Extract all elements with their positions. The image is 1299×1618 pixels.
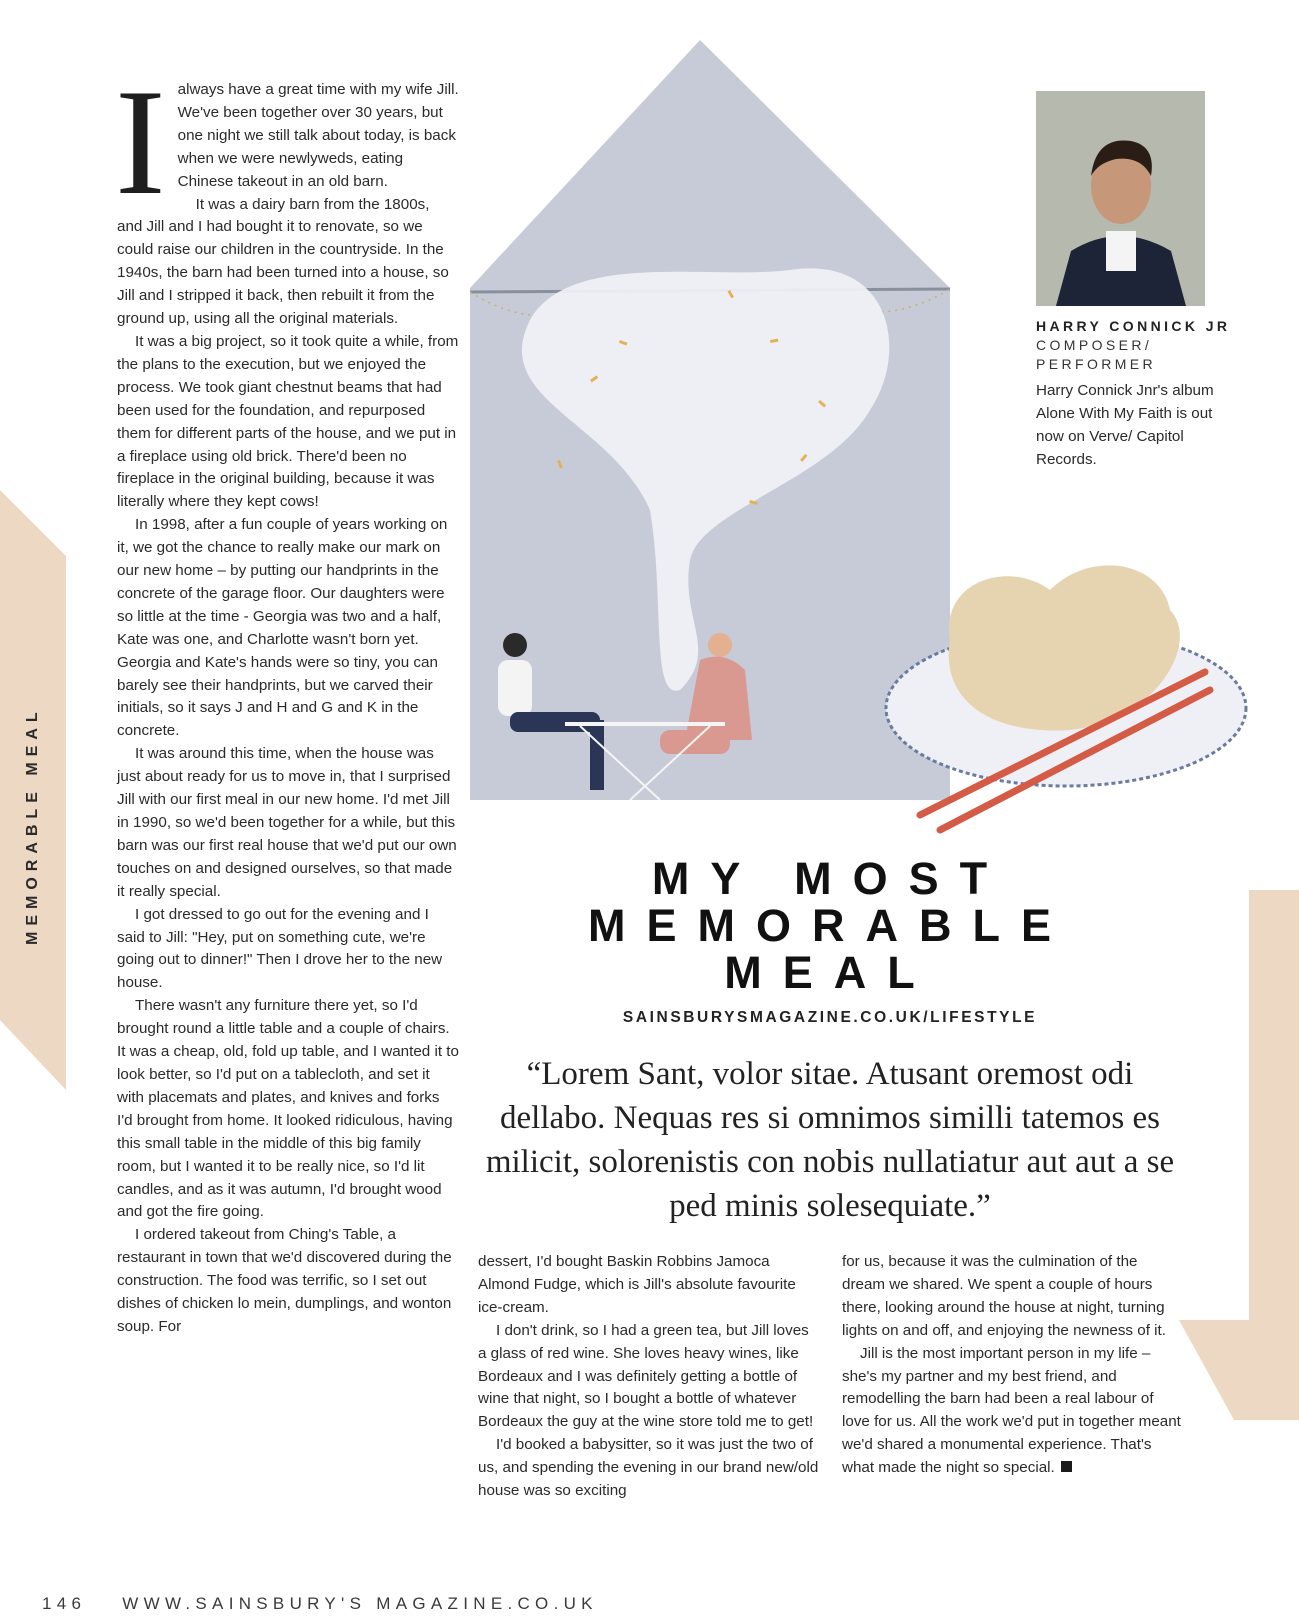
page-footer bbox=[42, 1594, 598, 1614]
article-column-2 bbox=[478, 1251, 820, 1503]
title-line: MY MOST bbox=[651, 853, 1009, 904]
page-title bbox=[560, 855, 1100, 996]
page-number: 146 bbox=[42, 1594, 87, 1613]
footer-site: WWW.SAINSBURY'S MAGAZINE.CO.UK bbox=[122, 1594, 598, 1613]
article-paragraph: I got dressed to go out for the evening and I said to Jill: "Hey, put on something cute, we're going out to dinner!" Then I drove her to the new house. bbox=[117, 905, 443, 992]
right-accent-band bbox=[1179, 890, 1299, 1420]
article-paragraph: dessert, I'd bought Baskin Robbins Jamoca Almond Fudge, which is Jill's absolute favourite ice-cream. bbox=[478, 1253, 796, 1316]
author-role-line: COMPOSER/ bbox=[1036, 337, 1153, 353]
article-paragraph: I'd booked a babysitter, so it was just the two of us, and spending the evening in our brand new/old house was so exciting bbox=[478, 1436, 819, 1500]
author-photo bbox=[1036, 91, 1205, 306]
author-name: HARRY CONNICK JR bbox=[1036, 318, 1231, 334]
article-paragraph: It was around this time, when the house was just about ready for us to move in, that I surprised Jill with our first meal in our new home. I'd met Jill in 1990, so we'd been together for a while, but this barn was our first real house that we'd put our own touches on and designed ourselves, so that made it really special. bbox=[117, 745, 457, 900]
article-paragraph bbox=[842, 1343, 1184, 1480]
article-paragraph-text: Jill is the most important person in my life – she's my partner and my best friend, and remodelling the barn had been a real labour of love for us. All the work we'd put in together meant we'd shared a monumental experience. That's what made the night so special. bbox=[842, 1344, 1181, 1477]
article-paragraph: for us, because it was the culmination of the dream we shared. We spent a couple of hours there, looking around the house at night, turning lights on and off, and enjoying the newness of it. bbox=[842, 1253, 1166, 1339]
author-bio: Harry Connick Jnr's album Alone With My Faith is out now on Verve/ Capitol Records. bbox=[1036, 382, 1214, 468]
article-paragraph: It was a big project, so it took quite a while, from the plans to the execution, but we enjoyed the process. We took giant chestnut beams that had been used for the foundation, and repurposed them for different parts of the house, and we put in a fireplace using old brick. There'd been no fireplace in the original building, because it was literally where they kept cows! bbox=[117, 332, 459, 511]
article-paragraph: always have a great time with my wife Jill. We've been together over 30 years, but one night we still talk about today, is back when we were newlyweds, eating Chinese takeout in an old barn. bbox=[177, 81, 459, 190]
end-mark-icon bbox=[1061, 1461, 1072, 1472]
pull-quote: “Lorem Sant, volor sitae. Atusant oremost odi dellabo. Nequas res si omnimos similli tatemos es milicit, solorenistis con nobis nullatiatur aut aut a se ped minis solesequiate.” bbox=[485, 1056, 1175, 1224]
article-paragraph: It was a dairy barn from the 1800s, and Jill and I had bought it to renovate, so we could raise our children in the countryside. In the 1940s, the barn had been turned into a house, so Jill and I stripped it back, then rebuilt it from the ground up, using all the original materials. bbox=[117, 195, 449, 328]
article-column-3 bbox=[842, 1251, 1184, 1480]
section-url: SAINSBURYSMAGAZINE.CO.UK/LIFESTYLE bbox=[622, 1009, 1038, 1026]
article-column-1 bbox=[115, 58, 459, 1339]
author-role-line: PERFORMER bbox=[1036, 356, 1157, 372]
article-paragraph: In 1998, after a fun couple of years working on it, we got the chance to really make our mark on our new home – by putting our handprints in the concrete of the garage floor. Our daughters were so little at the time - Georgia was two and a half, Kate was one, and Charlotte wasn't born yet. Georgia and Kate's hands were so tiny, you can barely see their handprints, but we carved their initials, so it says J and H and G and K in the concrete. bbox=[117, 516, 448, 740]
article-paragraph: I don't drink, so I had a green tea, but Jill loves a glass of red wine. She loves heavy wines, like Bordeaux and I was definitely getting a bottle of wine that night, so I bought a bottle of whatever Bordeaux the guy at the wine store told me to get! bbox=[478, 1321, 814, 1431]
title-line: MEMORABLE bbox=[588, 900, 1072, 951]
article-paragraph: I ordered takeout from Ching's Table, a restaurant in town that we'd discovered during the construction. The food was terrific, so I set out dishes of chicken lo mein, dumplings, and wonton soup. For bbox=[117, 1226, 452, 1335]
author-role bbox=[1036, 336, 1236, 374]
section-label: MEMORABLE MEAL bbox=[24, 706, 41, 945]
title-line: MEAL bbox=[724, 947, 936, 998]
article-paragraph: There wasn't any furniture there yet, so I'd brought round a little table and a couple of chairs. It was a cheap, old, fold up table, and I wanted it to look better, so I'd put on a tablecloth, and set it with placemats and plates, and knives and forks I'd brought from home. It looked ridiculous, having this small table in the middle of this big family room, but I wanted it to be really nice, so I'd lit candles, and as it was autumn, I'd brought wood and got the fire going. bbox=[117, 997, 459, 1221]
drop-cap: I bbox=[115, 58, 166, 226]
